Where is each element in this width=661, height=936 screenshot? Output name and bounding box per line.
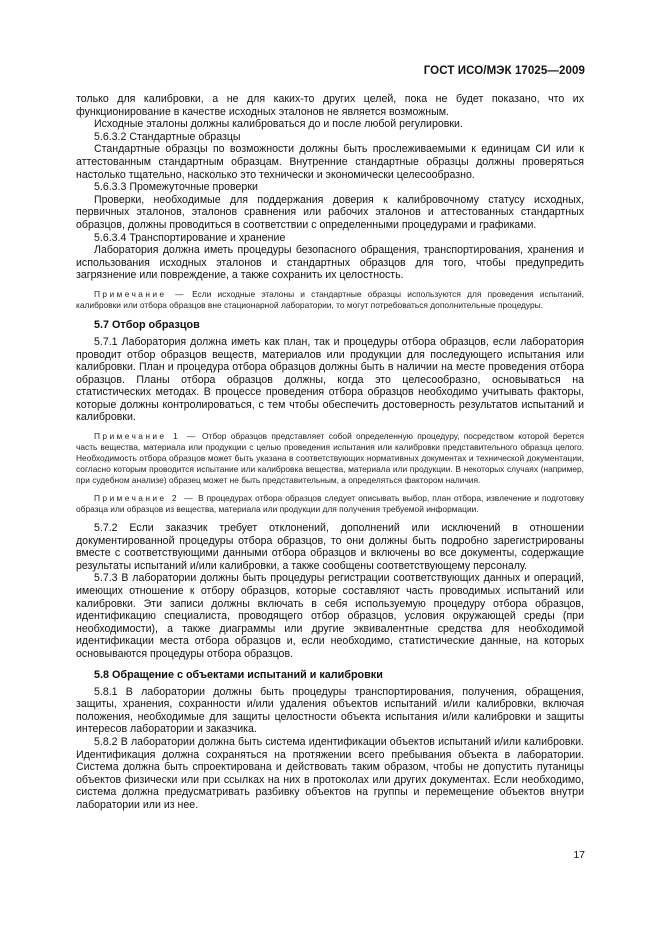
note-label: Примечание 1 —	[94, 431, 198, 442]
note-text: Если исходные эталоны и стандартные образцы используются для проведения испытаний, калибровки или отбора образцов вне стационарной лаборатории, то могут потребоваться дополнительные процедуры.	[76, 288, 584, 310]
document-code-header: ГОСТ ИСО/МЭК 17025—2009	[423, 65, 585, 77]
paragraph: 5.8.2 В лаборатории должна быть система идентификации объектов испытаний и/или калибровки. Идентификация должна сохраняться на протяжении всего пребывания объекта в лаборатории. Система должна быть спроектирована и действовать таким образом, чтобы не допустить путаницы объектов физически или при ссылках на них в протоколах или других документах. Если необходимо, система должна предусматривать разбивку объектов на группы и перемещение объектов внутри лаборатории или из нее.	[76, 735, 584, 811]
section-heading: 5.8 Обращение с объектами испытаний и калибровки	[94, 668, 383, 681]
note	[76, 431, 584, 486]
paragraph: Стандартные образцы по возможности должны быть прослеживаемыми к единицам СИ или к аттестованным стандартным образцам. Внутренние стандартные образцы должны проверяться настолько тщательно, насколько это технически и экономически целесообразно.	[76, 143, 584, 181]
paragraph: только для калибровки, а не для каких-то других целей, пока не будет показано, что их функционирование в качестве исходных эталонов не является возможным.	[76, 93, 584, 118]
paragraph: 5.7.3 В лаборатории должны быть процедуры регистрации соответствующих данных и операций, имеющих отношение к отбору образцов, которые составляют часть проводимых испытаний или калибровки. Эти записи должны включать в себя используемую процедуру отбора образцов, идентификацию специалиста, проводящего отбор образцов, условия окружающей среды (при необходимости), а также диаграммы или другие эквивалентные средства для необходимой идентификации места отбора образцов и, если необходимо, статистические данные, на которых основываются процедуры отбора образцов.	[76, 572, 584, 660]
paragraph: 5.7.2 Если заказчик требует отклонений, дополнений или исключений в отношении документированной процедуры отбора образцов, то они должны быть подробно зарегистрированы вместе с соответствующими данными отбора образцов и включены во все документы, содержащие результаты испытаний и/или калибровки, а также сообщены соответствующему персоналу.	[76, 522, 584, 572]
note	[76, 289, 584, 311]
subsection-heading: 5.6.3.3 Промежуточные проверки	[94, 181, 258, 194]
note-label: Примечание —	[94, 288, 186, 299]
note-text: В процедурах отбора образцов следует описывать выбор, план отбора, извлечение и подготовку образца или образцов из вещества, материала или продукции для получения требуемой информации.	[76, 493, 584, 515]
paragraph: Исходные эталоны должны калиброваться до и после любой регулировки.	[94, 118, 463, 131]
note	[76, 493, 584, 515]
subsection-heading: 5.6.3.2 Стандартные образцы	[94, 130, 241, 143]
page-number: 17	[573, 849, 585, 861]
page-content	[76, 93, 584, 812]
paragraph: 5.8.1 В лаборатории должны быть процедуры транспортирования, получения, обращения, защиты, хранения, сохранности и/или удаления объектов испытаний и/или калибровки, включая положения, необходимые для защиты целостности объекта испытания и/или калибровки и защиты интересов лаборатории и заказчика.	[76, 685, 584, 736]
paragraph: 5.7.1 Лаборатория должна иметь как план, так и процедуры отбора образцов, если лаборатория проводит отбор образцов веществ, материалов или продукции для последующего испытания или калибровки. План и процедура отбора образцов должны быть в наличии на месте проведения отбора образцов. Планы отбора образцов должны, когда это целесообразно, основываться на статистических методах. В процессе проведения отбора образцов необходимо учитывать факторы, которые должны контролироваться, с тем чтобы обеспечить достоверность результатов испытаний и калибровки.	[76, 335, 584, 424]
section-heading: 5.7 Отбор образцов	[94, 318, 200, 331]
paragraph: Лаборатория должна иметь процедуры безопасного обращения, транспортирования, хранения и использования исходных эталонов и стандартных образцов для того, чтобы предупредить загрязнение или повреждение, а также сохранить их целостность.	[76, 244, 584, 282]
note-text: Отбор образцов представляет собой определенную процедуру, посредством которой берется часть вещества, материала или продукции с целью проведения испытания или калибровки представительного образца целого. Необходимость отбора образцов может быть указана в соответствующих нормативных документах и технической документации, согласно которым проводится испытание или калибровка вещества, материала или продукции. В некоторых случаях (например, при судебном анализе) образец может не быть представительным, а определяться фактором наличия.	[76, 431, 585, 486]
subsection-heading: 5.6.3.4 Транспортирование и хранение	[94, 231, 286, 244]
note-label: Примечание 2 —	[94, 493, 196, 504]
paragraph: Проверки, необходимые для поддержания доверия к калибровочному статусу исходных, первичных эталонов, эталонов сравнения или рабочих эталонов и аттестованных стандартных образцов, должны проводиться в соответствии с определенными процедурами и графиками.	[76, 193, 584, 231]
